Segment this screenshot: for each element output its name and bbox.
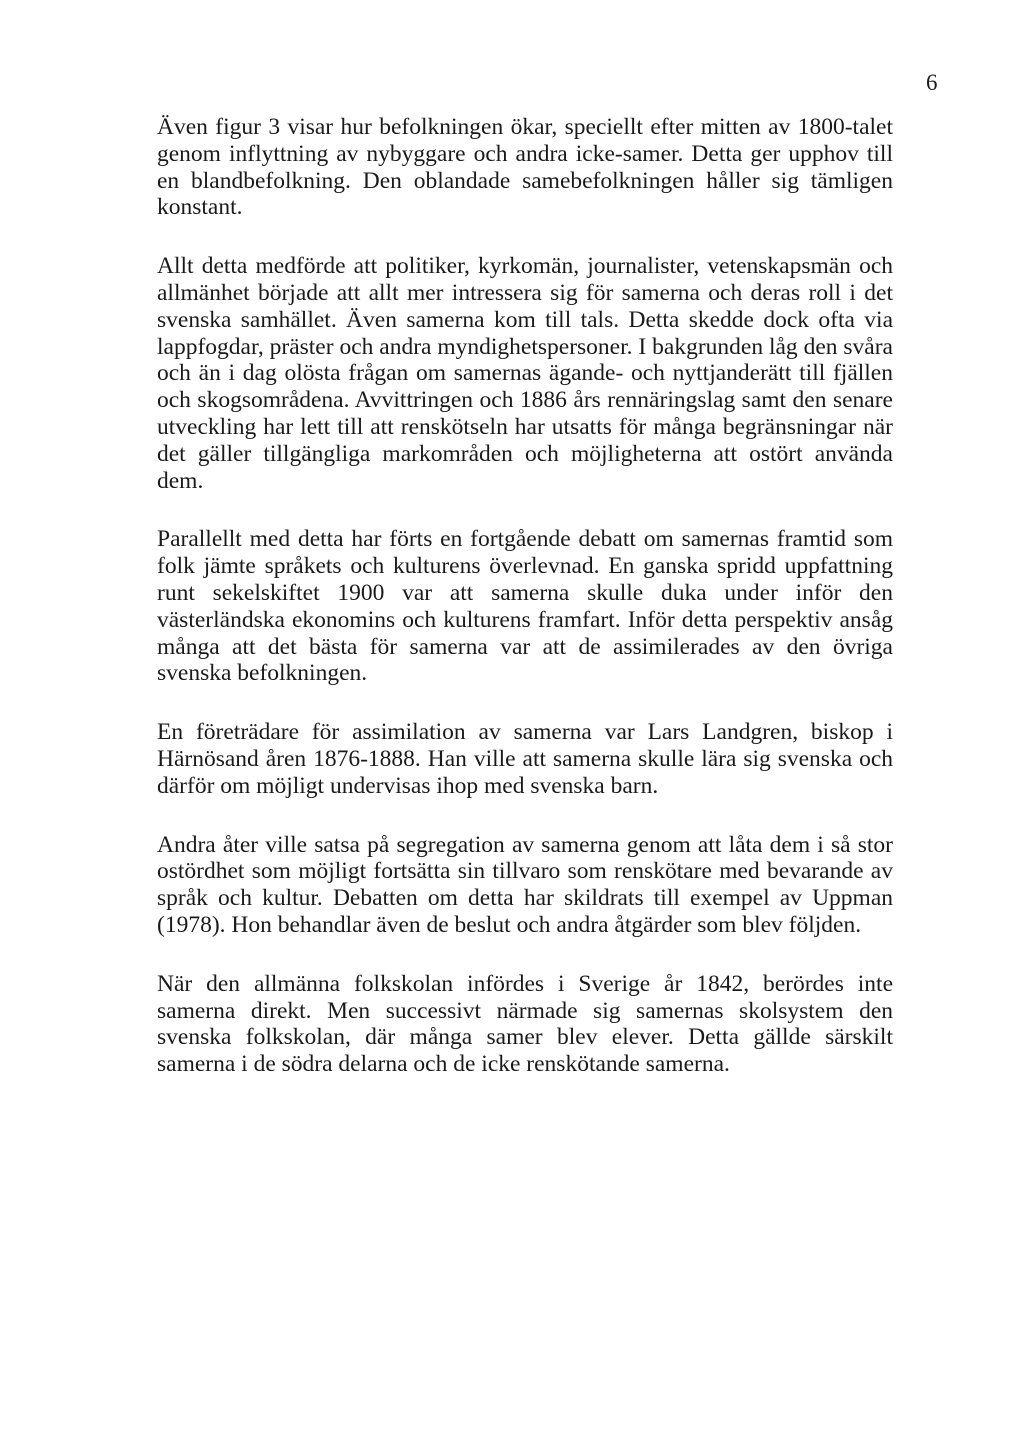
paragraph-6: När den allmänna folkskolan infördes i Sverige år 1842, berördes inte samerna direkt. Men successivt närmade sig samernas skolsystem den svenska folkskolan, där många samer blev elever. Detta gällde särskilt samerna i de södra delarna och de icke renskötande samerna. (157, 970, 893, 1078)
page-number: 6 (926, 70, 938, 95)
paragraph-1: Även figur 3 visar hur befolkningen ökar, speciellt efter mitten av 1800-talet genom inflyttning av nybyggare och andra icke-samer. Detta ger upphov till en blandbefolkning. Den oblandade samebefolkningen håller sig tämligen konstant. (157, 114, 893, 221)
paragraph-5: Andra åter ville satsa på segregation av samerna genom att låta dem i så stor ostördhet som möjligt fortsätta sin tillvaro som renskötare med bevarande av språk och kultur. Debatten om detta har skildrats till exempel av Uppman (1978). Hon behandlar även de beslut och andra åtgärder som blev följden. (157, 831, 893, 938)
paragraph-4: En företrädare för assimilation av samerna var Lars Landgren, biskop i Härnösand åren 1876-1888. Han ville att samerna skulle lära sig svenska och därför om möjligt undervisas ihop med svenska barn. (157, 719, 893, 799)
paragraph-3: Parallellt med detta har förts en fortgående debatt om samernas framtid som folk jämte språkets och kulturens överlevnad. En ganska spridd uppfattning runt sekelskiftet 1900 var att samerna skulle duka under inför den västerländska ekonomins och kulturens framfart. Inför detta perspektiv ansåg många att det bästa för samerna var att de assimilerades av den övriga svenska befolkningen. (157, 526, 893, 687)
body-text (157, 114, 893, 1110)
paragraph-2: Allt detta medförde att politiker, kyrkomän, journalister, vetenskapsmän och allmänhet började att allt mer intressera sig för samerna och deras roll i det svenska samhället. Även samerna kom till tals. Detta skedde dock ofta via lappfogdar, präster och andra myndighetspersoner. I bakgrunden låg den svåra och än i dag olösta frågan om samernas ägande- och nyttjanderätt till fjällen och skogsområdena. Avvittringen och 1886 års rennäringslag samt den senare utveckling har lett till att renskötseln har utsatts för många begränsningar när det gäller tillgängliga markområden och möjligheterna att ostört använda dem. (157, 253, 893, 494)
